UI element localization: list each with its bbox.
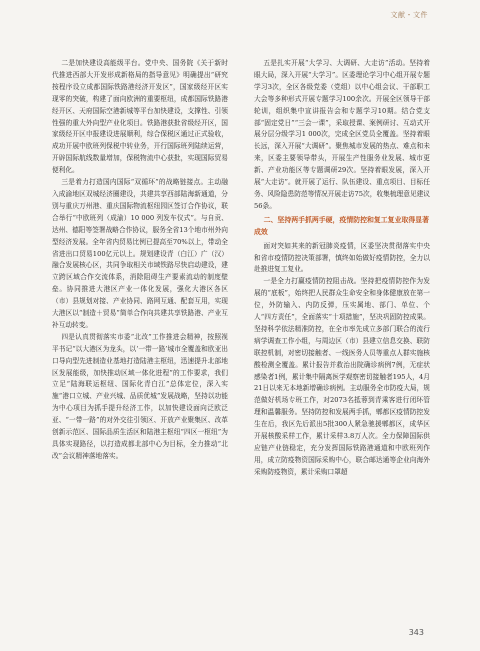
paragraph: 三是着力打造国内国际“双循环”的战略链接点。主动融入成渝地区双城经济圈建设，共建共享西部陆海新通道，分别与重庆万州港、重庆国际物流枢纽园区签订合作协议，联合举行“中欧班列（成渝）10 000 列发车仪式”。与自贡、达州、德阳等签署战略合作协议，服务全省13个地市州外向型经济发展。全年省内贸易比例已提高至70%以上，带动全省进出口贸易100亿元以上。规划建设青（白江）广（汉）融合发展核心区，共同争取相关市域铁路尽快启动建设，建立跨区域合作交流体系，消除阻碍生产要素流动的制度壁垒。协同推进大港区产业一体化发展，强化大港区各区（市）县规划对接、产业协同、路网互通、配套互用，实现大港区以“制造＋贸易”简单合作向共建共享铁路港、产业互补互动转变。 (52, 178, 228, 329)
paragraph: 二是加快建设高能级平台。党中央、国务院《关于新时代推进西部大开发形成新格局的指导意见》明确提出“研究按程序设立成都国际铁路港经济开发区”，国家级经开区实现零的突破，构建了面向欧洲的重要枢纽，成都国际铁路港经开区、天府国际空港新城等平台加快建设，支撑性、引领性强的重大外向型产业化项目。铁路港获批省级经开区，国家级经开区申报建设进展顺利，综合保税区通过正式验收，成功开展中欧班列保税中转业务，开行国际班列陆续运营，开辟国际航线数量增加，保税物流中心获批，实现国际贸易便利化。 (52, 59, 228, 175)
section-heading: 二、坚持两手抓两手硬，疫情防控和复工复业取得显著成效 (254, 215, 430, 236)
left-column (52, 58, 228, 463)
right-column (254, 58, 430, 479)
paragraph: 面对突如其来的新冠肺炎疫情，区委坚决贯彻落实中央和省市疫情防控决策部署，慎终如始做好疫情防控，全力以赴推进复工复业。 (254, 241, 430, 274)
running-header: 文献・文件 (390, 11, 428, 19)
paragraph: 五是扎实开展“大学习、大调研、大走访”活动。坚持着眼大局，深入开展“大学习”。区委理论学习中心组开展专题学习3次，全区各级党委（党组）以中心组会议、干部职工大会等多种形式开展专题学习100余次。开展全区领导干部轮训，组织集中宣讲报告会和专题学习10期。结合党支部“固定党日”“三会一课”，采取授课、案例研讨、互动式开展分层分级学习1 000次，完成全区党员全覆盖。坚持着眼长远，深入开展“大调研”。聚焦城市发展的热点、难点和未来，区委主要领导带头，开展生产性服务业发展、城市更新、产业功能区等专题调研29次。坚持着眼发展，深入开展“大走访”。就开展了运行、队伍建设、重点项目、目标任务、风险隐患防范等情况开展走访75次，收集梳理意见建议56条。 (254, 59, 430, 210)
page-number: 343 (408, 628, 424, 637)
paragraph: 一是全力打赢疫情防控阻击战。坚持把疫情防控作为发展的“底板”，始终把人民群众生命安全和身体健康放在第一位，外防输入、内防反弹，压实属地、部门、单位、个人“四方责任”，全面落实“十项措施”，坚决巩固防控成果。坚持科学依法精准防控，在全市率先成立多部门联合的流行病学调查工作小组，与周边区（市）县建立信息交换、联防联控机制，对密切接触者、一线医务人员等重点人群实施核酸检测全覆盖。累计报告并救治出院确诊病例7例，无症状感染者1例，累计集中隔离医学观察密切接触者195人，4月21日以来无本地新增确诊病例。主动服务全市防疫大局，规范做好机场专班工作，对2073名抵蓉到青乘客进行闭环管理和温馨服务。坚持防控和发展两手抓，郫都区疫情防控发生在后，我区先后派出5批300人紧急驰援郫都区，成华区开展核酸采样工作，累计采样3.8万人次。全力保障国际供应链产业链稳定，充分发挥国际铁路港通道和中欧班列作用，成立防疫物资国际采购中心，联合邮达通等企业向海外采购防疫物资，累计采购口罩超 (254, 277, 430, 476)
paragraph: 四是认真贯彻落实市委“北改”工作推进会精神，按照视平书记“以大港区为龙头，以‘一带一路’城市全覆盖和欧亚出口导向型先进制造业基地打造陆港主枢纽，迅速提升北部地区发展能级，加快推动区域一体化进程”的工作要求，我们立足“陆海联运枢纽、国际化青白江”总体定位，深入实施“港口立城、产业兴城、品质优城”发展战略，坚持以功能为中心项目为抓手提升经济工作，以加快建设面向泛欧泛亚、“一带一路”的对外交往引领区、开放产业聚集区、改革创新示范区、国际品质生活区和陆港主枢纽“四区一枢纽”为具体实现路径，以打造成都北部中心为目标，全力推动“北改”会议精神落地落实。 (52, 332, 228, 460)
